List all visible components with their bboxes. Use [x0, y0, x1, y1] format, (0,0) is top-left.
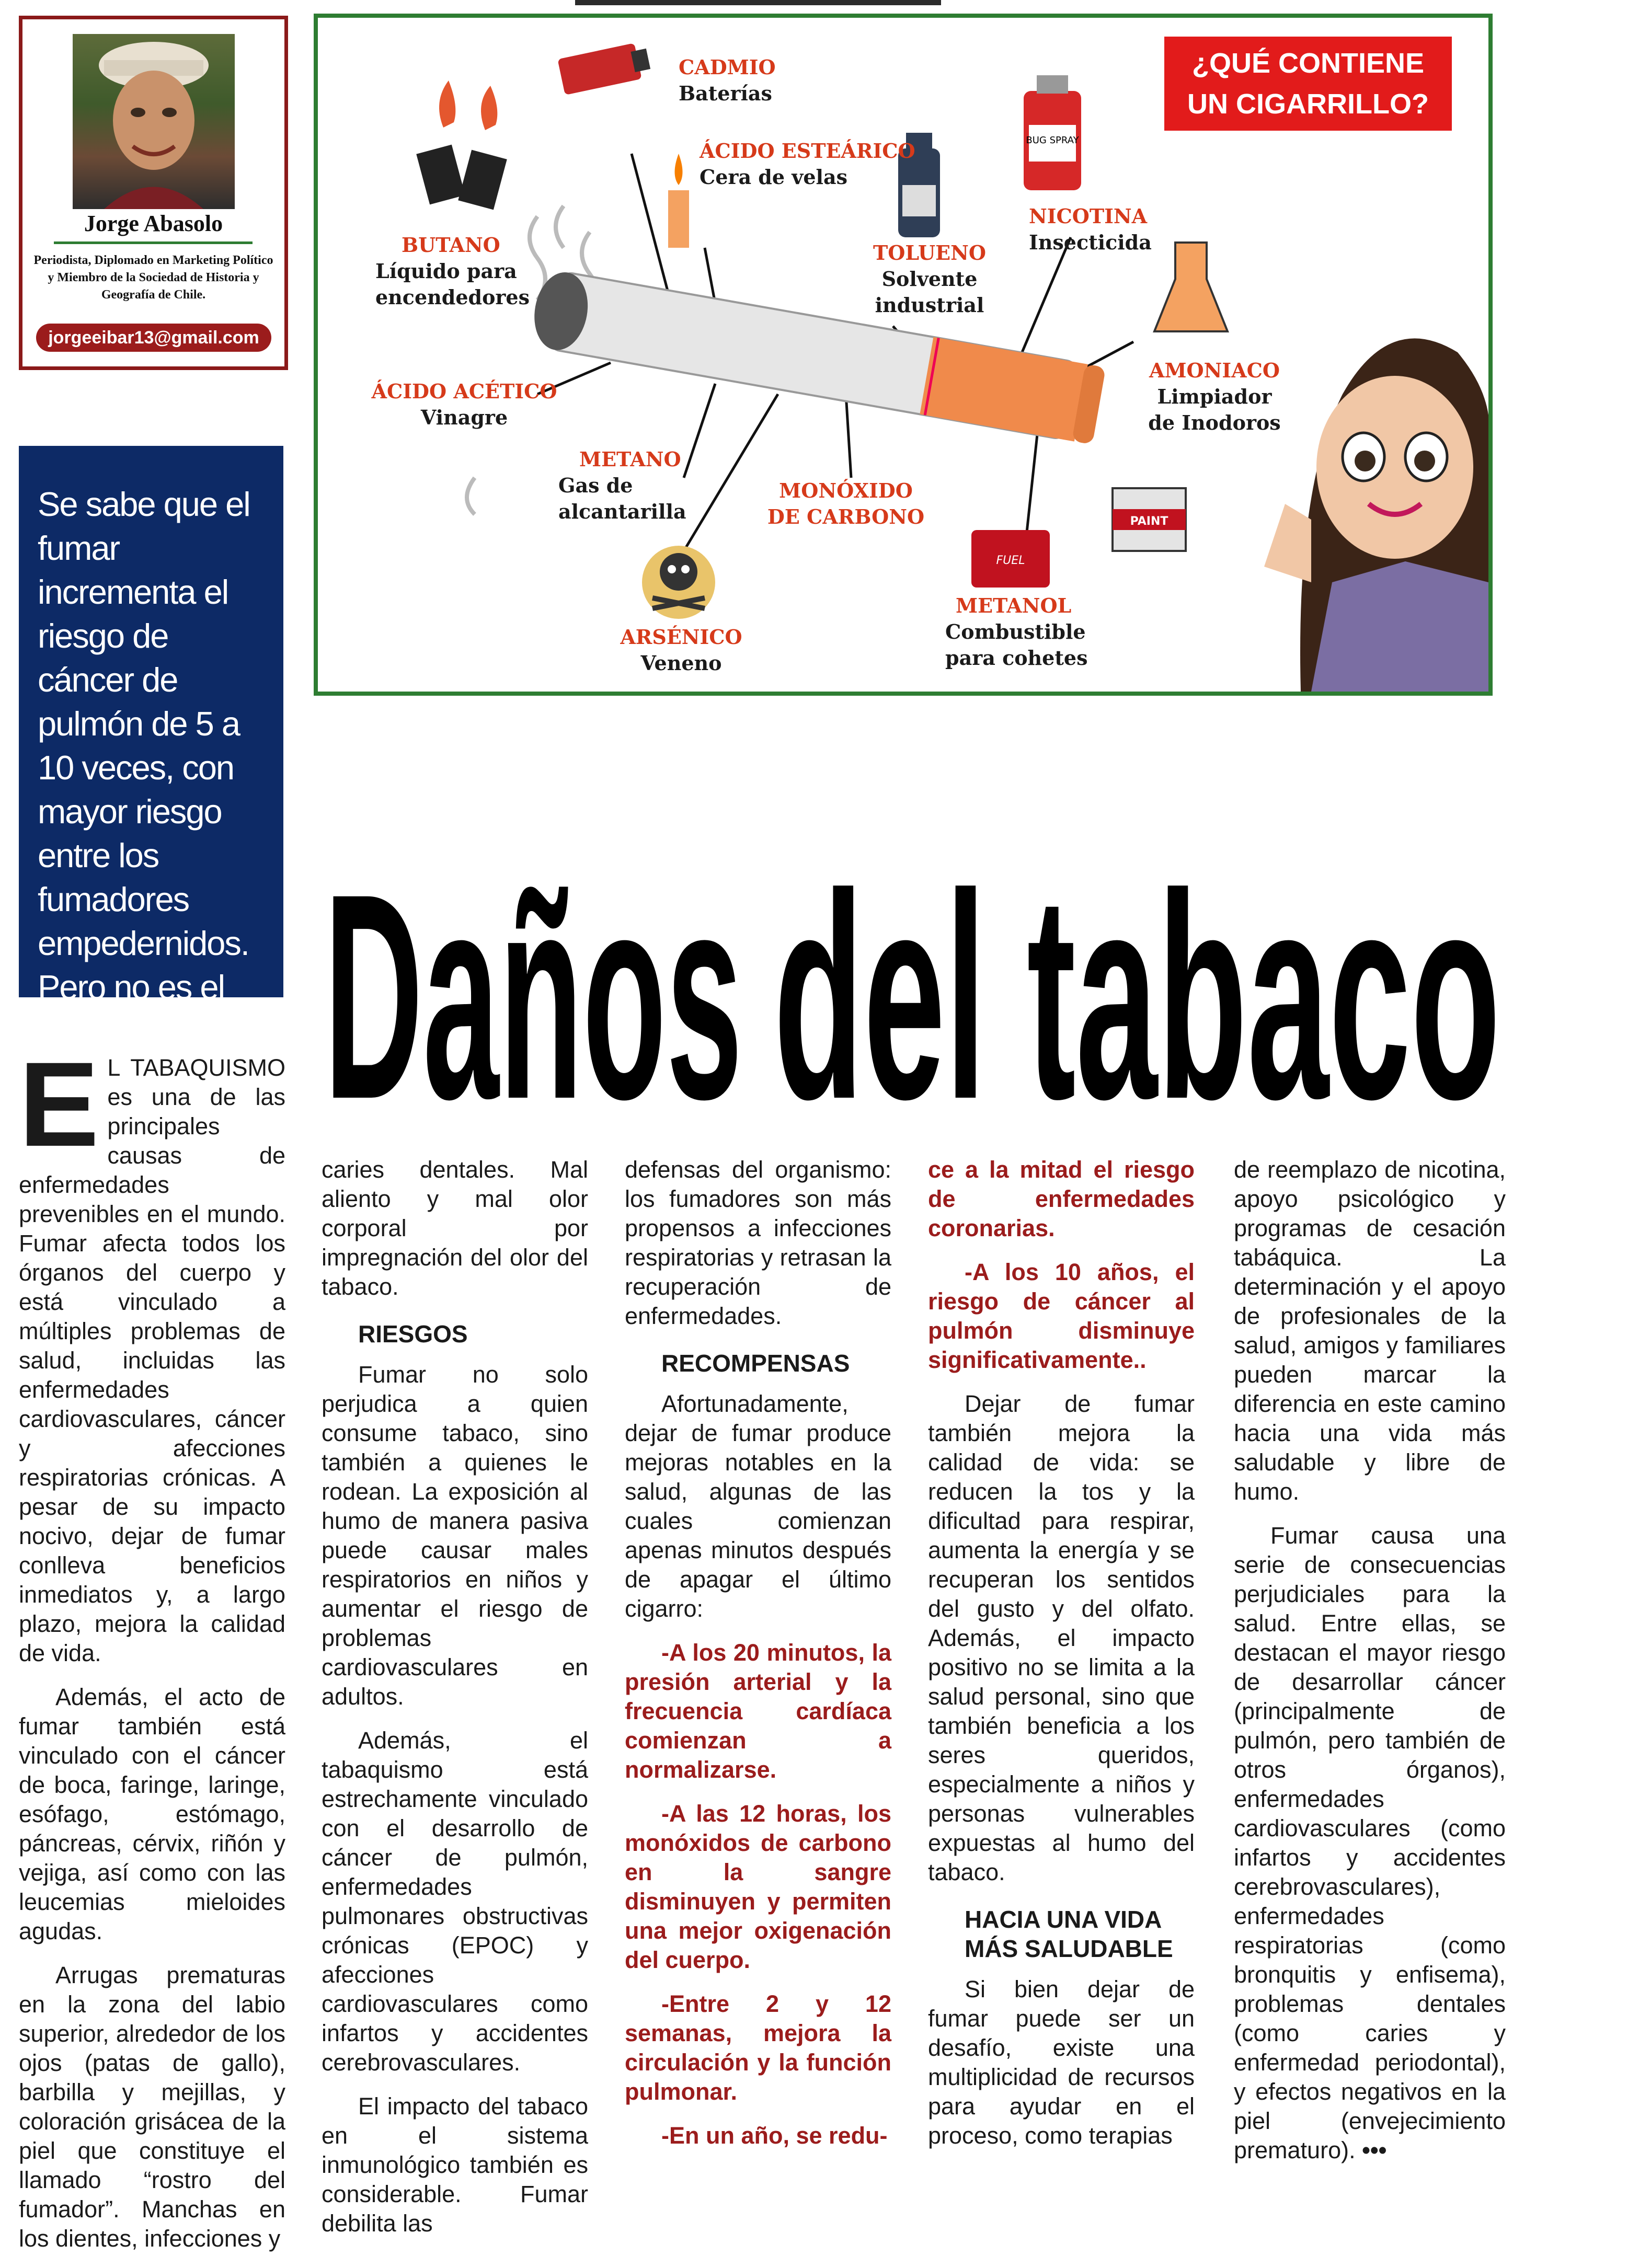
label-cadmio	[679, 54, 776, 107]
label-tolueno	[867, 240, 992, 318]
cartoon-woman-icon	[1264, 338, 1488, 692]
label-name: ARSÉNICO	[620, 625, 742, 649]
label-desc: Cera de velas	[700, 165, 847, 189]
author-bio: Periodista, Diplomado en Marketing Político y Miembro de la Sociedad de Historia y Geografía de Chile.	[33, 254, 273, 302]
author-box	[19, 16, 288, 370]
label-name: TOLUENO	[873, 241, 986, 264]
label-desc: Veneno	[640, 651, 722, 675]
headline-part2: del tabaco	[774, 833, 1500, 1139]
paragraph: Dejar de fumar también mejora la calidad de vida: se reducen la tos y la dificultad para respirar, aumenta la energía y se recuperan los sentidos del gusto y del olfato. Además, el impacto positivo no se limita a la salud personal, sino que también beneficia a los seres queridos, especialmente a niños y personas vulnerables expuestas al humo del tabaco.	[928, 1390, 1195, 1885]
paragraph: defensas del organismo: los fumadores son más propensos a infecciones respiratorias y retrasan la recuperación de enfermedades.	[625, 1156, 891, 1329]
paragraph: Además, el tabaquismo está estrechamente vinculado con el desarrollo de cáncer de pulmón, enfermedades pulmonares obstructivas crónicas (EPOC) y afecciones cardiovasculares como infartos y accidentes cerebrovasculares.	[322, 1727, 588, 2076]
cigarette-infographic	[314, 14, 1493, 696]
paragraph	[1234, 1521, 1506, 2165]
label-name: METANO	[579, 447, 681, 471]
highlight-paragraph: -A los 10 años, el riesgo de cáncer al pulmón disminuye significativamente..	[928, 1259, 1195, 1373]
highlight-paragraph: -Entre 2 y 12 semanas, mejora la circulación y la función pulmonar.	[625, 1990, 891, 2105]
author-name: Jorge Abasolo	[84, 211, 223, 236]
highlight-paragraph: -A las 12 horas, los monóxidos de carbono en la sangre disminuyen y permiten una mejor oxigenación del cuerpo.	[625, 1800, 891, 1973]
label-desc: Líquido para encendedores	[375, 259, 530, 309]
label-acido-estearico	[700, 138, 915, 190]
headline	[314, 721, 1506, 1139]
article-column-5	[1234, 1155, 1506, 2180]
end-mark: •••	[1362, 2137, 1387, 2163]
paint-can-label: PAINT	[1130, 515, 1168, 528]
label-name: AMONIACO	[1149, 359, 1280, 382]
label-metanol	[945, 593, 1102, 671]
author-divider	[54, 241, 253, 244]
article-column-1	[19, 1037, 285, 2268]
paragraph: Además, el acto de fumar también está vinculado con el cáncer de boca, faringe, laringe, esófago, estómago, páncreas, cérvix, riñón y vejiga, así como con las leucemias mieloides agudas.	[19, 1684, 285, 1944]
author-photo	[73, 34, 235, 209]
headline-part1: Daños	[324, 833, 742, 1139]
author-email-link[interactable]: jorgeeibar13@gmail.com	[36, 324, 271, 352]
highlight-paragraph: -A los 20 minutos, la presión arterial y la frecuencia cardíaca comienzan a normalizarse.	[625, 1639, 891, 1783]
highlight-paragraph: -En un año, se redu-	[661, 2122, 888, 2149]
label-desc: Limpiador de Inodoros	[1148, 385, 1281, 434]
pull-quote-box	[19, 446, 283, 1050]
label-name: BUTANO	[402, 233, 500, 257]
bug-spray-label: BUG SPRAY	[1026, 135, 1079, 146]
paragraph-text: Fumar causa una serie de consecuencias perjudiciales para la salud. Entre ellas, se destacan el mayor riesgo de desarrollar cáncer (principalmente de pulmón, pero también de otros órganos), enfermedades cardiovasculares (como infartos y accidentes cerebrovasculares), enfermedades respiratorias (como bronquitis y enfisema), problemas dentales (como caries y enfermedad periodontal), y efectos negativos en la piel (envejecimiento prematuro).	[1234, 1522, 1506, 2163]
lighters-icon	[416, 80, 507, 210]
paragraph: L TABAQUISMO es una de las principales causas de enfermedades prevenibles en el mundo. Fumar afecta todos los órganos del cuerpo y está vinculado a múltiples problemas de salud, incluidas las enfermedades cardiovasculares, cáncer y afecciones respiratorias crónicas. A pesar de su impacto nocivo, dejar de fumar conlleva beneficios inmediatos y, a largo plazo, mejora la calidad de vida.	[19, 1054, 285, 1666]
label-name: ÁCIDO ACÉTICO	[371, 379, 557, 403]
article-column-4	[928, 1155, 1195, 2165]
label-name: NICOTINA	[1029, 204, 1148, 228]
fuel-can-label: FUEL	[996, 554, 1025, 567]
label-desc: Combustible para cohetes	[945, 620, 1088, 670]
drop-cap: E	[19, 1037, 99, 1171]
pull-quote-text: Se sabe que el fumar incrementa el riesgo de cáncer de pulmón de 5 a 10 veces, con mayor riesgo entre los fumadores empedernidos. Pero no es el único riesgo.	[38, 485, 250, 1050]
author-portrait-icon	[73, 34, 235, 209]
paragraph: El impacto del tabaco en el sistema inmunológico también es considerable. Fumar debilita las	[322, 2093, 588, 2237]
label-monoxido	[762, 478, 930, 530]
label-name: METANOL	[956, 594, 1072, 617]
label-desc: Baterías	[679, 82, 772, 105]
label-desc: Solvente industrial	[875, 267, 984, 317]
label-acido-acetico	[370, 378, 558, 431]
infographic-title-line2: UN CIGARRILLO?	[1187, 88, 1429, 120]
highlight-paragraph: ce a la mitad el riesgo de enfermedades coronarias.	[928, 1156, 1195, 1241]
paragraph: Arrugas prematuras en la zona del labio superior, alrededor de los ojos (patas de gallo), barbilla y mejillas, y coloración grisácea de la piel que constituye el llamado “rostro del fumador”. Manchas en los dientes, infecciones y	[19, 1962, 285, 2252]
paragraph: Afortunadamente, dejar de fumar produce mejoras notables en la salud, algunas de las cuales comienzan apenas minutos después de apagar el último cigarro:	[625, 1390, 891, 1622]
label-name: CADMIO	[679, 55, 776, 79]
label-desc: Vinagre	[420, 406, 508, 429]
section-heading-hacia: HACIA UNA VIDA MÁS SALUDABLE	[965, 1906, 1173, 1962]
article-column-2	[322, 1155, 588, 2253]
label-amoniaco	[1144, 358, 1285, 436]
label-metano	[558, 446, 689, 525]
section-heading-recompensas: RECOMPENSAS	[661, 1350, 850, 1377]
label-nicotina	[1029, 203, 1152, 256]
article-column-3	[625, 1155, 891, 2165]
infographic-title	[1164, 37, 1452, 131]
paragraph: caries dentales. Mal aliento y mal olor corporal por impregnación del olor del tabaco.	[322, 1156, 588, 1300]
label-desc: Gas de alcantarilla	[558, 474, 686, 523]
infographic-title-line1: ¿QUÉ CONTIENE	[1191, 48, 1425, 79]
paragraph: de reemplazo de nicotina, apoyo psicológico y programas de cesación tabáquica. La determinación y el apoyo de profesionales de la salud, amigos y familiares pueden marcar la diferencia en este camino hacia una vida más saludable y libre de humo.	[1234, 1156, 1506, 1505]
paragraph: Fumar no solo perjudica a quien consume tabaco, sino también a quienes le rodean. La exposición al humo de manera pasiva puede causar males respiratorios en niños y aumentar el riesgo de problemas cardiovasculares en adultos.	[322, 1361, 588, 1710]
section-heading-riesgos: RIESGOS	[358, 1320, 468, 1348]
label-arsenico	[616, 624, 747, 676]
top-page-tab	[575, 0, 941, 5]
paragraph: Si bien dejar de fumar puede ser un desafío, existe una multiplicidad de recursos para ayudar en el proceso, como terapias	[928, 1976, 1195, 2149]
label-name: MONÓXIDO DE CARBONO	[767, 479, 925, 528]
label-name: ÁCIDO ESTEÁRICO	[700, 139, 915, 163]
label-butano	[375, 232, 532, 310]
label-desc: Insecticida	[1029, 231, 1152, 254]
